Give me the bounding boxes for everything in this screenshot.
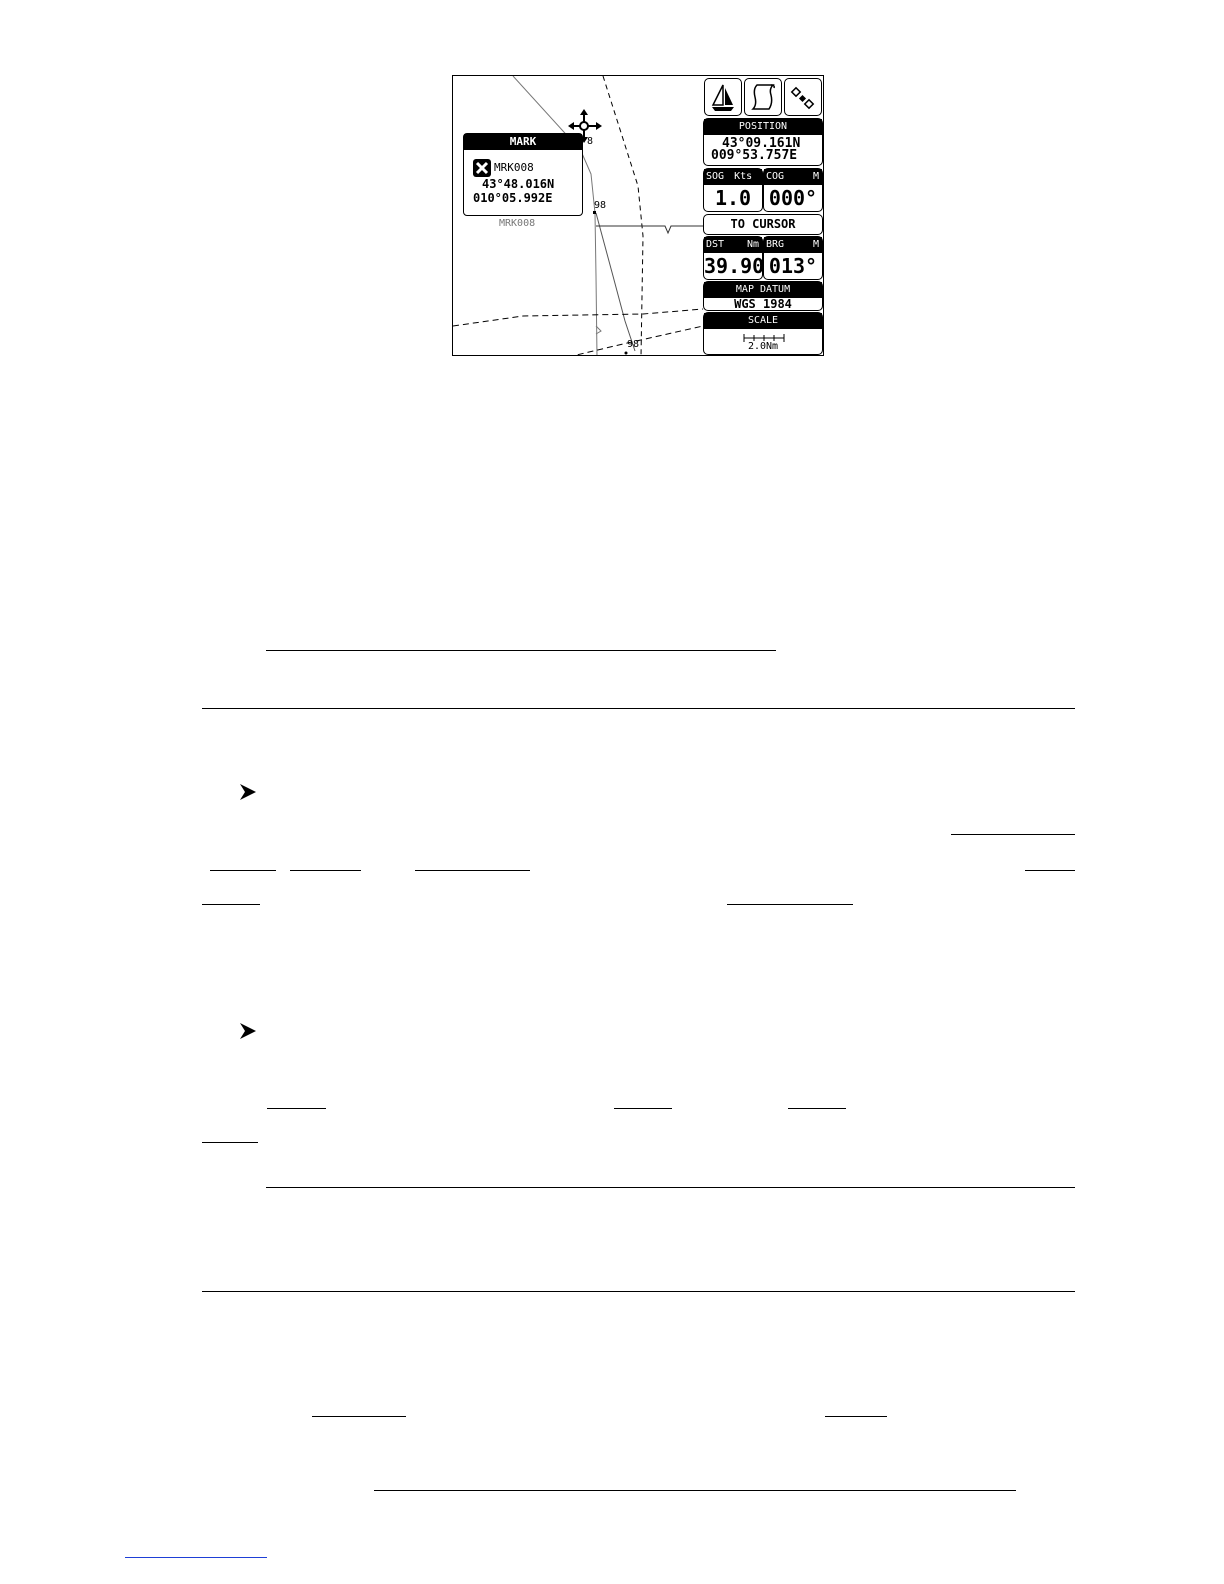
brg-value: 013° bbox=[768, 254, 818, 278]
depth-label-mid: 98 bbox=[594, 200, 607, 211]
cog-value: 000° bbox=[768, 186, 818, 210]
underline-rule-14 bbox=[312, 1416, 406, 1417]
underline-rule-4 bbox=[290, 870, 361, 871]
mark-close-icon[interactable] bbox=[473, 159, 491, 177]
underline-rule-11 bbox=[788, 1108, 846, 1109]
dashed-boundary-lower bbox=[453, 309, 703, 326]
arrow-bullet-icon bbox=[238, 782, 258, 802]
section-divider-1 bbox=[202, 708, 1075, 709]
underline-rule-6 bbox=[1025, 870, 1075, 871]
dst-header bbox=[704, 237, 762, 253]
underline-rule-12 bbox=[202, 1142, 258, 1143]
map-datum-value: WGS 1984 bbox=[734, 297, 792, 311]
underline-rule-8 bbox=[727, 904, 853, 905]
position-latitude: 43°09.161N bbox=[722, 136, 801, 151]
sog-label: SOG bbox=[706, 171, 725, 182]
underline-rule-5 bbox=[415, 870, 530, 871]
scale-value: 2.0Nm bbox=[747, 341, 779, 352]
depth-marker-square bbox=[593, 211, 596, 214]
sog-panel bbox=[703, 168, 763, 212]
mark-popup-title: MARK bbox=[464, 134, 582, 150]
to-cursor-label: TO CURSOR bbox=[703, 214, 823, 235]
route-line bbox=[596, 213, 635, 351]
sog-header bbox=[704, 169, 762, 185]
mark-latitude: 43°48.016N bbox=[482, 177, 555, 191]
underline-rule-16 bbox=[374, 1490, 1016, 1491]
underline-rule-2 bbox=[951, 834, 1075, 835]
underline-rule-9 bbox=[267, 1108, 326, 1109]
scale-panel bbox=[703, 312, 823, 355]
depth-label-top: 8 bbox=[587, 136, 594, 147]
arrow-bullet-icon-2 bbox=[238, 1021, 258, 1041]
footer-link-underline[interactable] bbox=[125, 1557, 267, 1558]
cog-label: COG bbox=[766, 171, 785, 182]
depth-marker-dot bbox=[625, 352, 628, 355]
dst-value: 39.90 bbox=[704, 254, 765, 278]
map-datum-header: MAP DATUM bbox=[704, 282, 822, 298]
underline-rule-10 bbox=[614, 1108, 672, 1109]
scroll-icon[interactable] bbox=[744, 78, 782, 116]
position-panel bbox=[703, 118, 823, 166]
mark-longitude: 010°05.992E bbox=[473, 191, 553, 205]
underline-rule-3 bbox=[210, 870, 276, 871]
section-divider-2 bbox=[202, 1291, 1075, 1292]
underline-rule-15 bbox=[825, 1416, 887, 1417]
cog-panel bbox=[763, 168, 823, 212]
depth-label-bottom: 98 bbox=[627, 339, 640, 350]
cog-unit: M bbox=[812, 171, 819, 182]
scale-header: SCALE bbox=[704, 313, 822, 329]
mark-popup bbox=[463, 133, 583, 216]
brg-panel bbox=[763, 236, 823, 280]
underline-rule-13 bbox=[266, 1187, 1075, 1188]
position-header: POSITION bbox=[704, 119, 822, 135]
chartplotter-screen bbox=[452, 75, 824, 356]
mark-name: MRK008 bbox=[494, 161, 534, 174]
satellite-icon[interactable] bbox=[784, 78, 822, 116]
underline-rule-1 bbox=[266, 650, 776, 651]
brg-unit: M bbox=[812, 239, 819, 250]
map-datum-panel bbox=[703, 281, 823, 311]
cursor-bearing-line bbox=[596, 226, 703, 233]
dst-label: DST bbox=[706, 239, 725, 250]
dst-panel bbox=[703, 236, 763, 280]
sailboat-icon[interactable] bbox=[704, 78, 742, 116]
sog-value: 1.0 bbox=[714, 186, 752, 210]
mark-map-caption: MRK008 bbox=[499, 218, 536, 229]
brg-label: BRG bbox=[766, 239, 785, 250]
dst-unit: Nm bbox=[746, 239, 759, 250]
sog-unit: Kts bbox=[734, 171, 753, 182]
cog-header bbox=[764, 169, 822, 185]
position-longitude: 009°53.757E bbox=[711, 148, 798, 163]
brg-header bbox=[764, 237, 822, 253]
underline-rule-7 bbox=[202, 904, 260, 905]
